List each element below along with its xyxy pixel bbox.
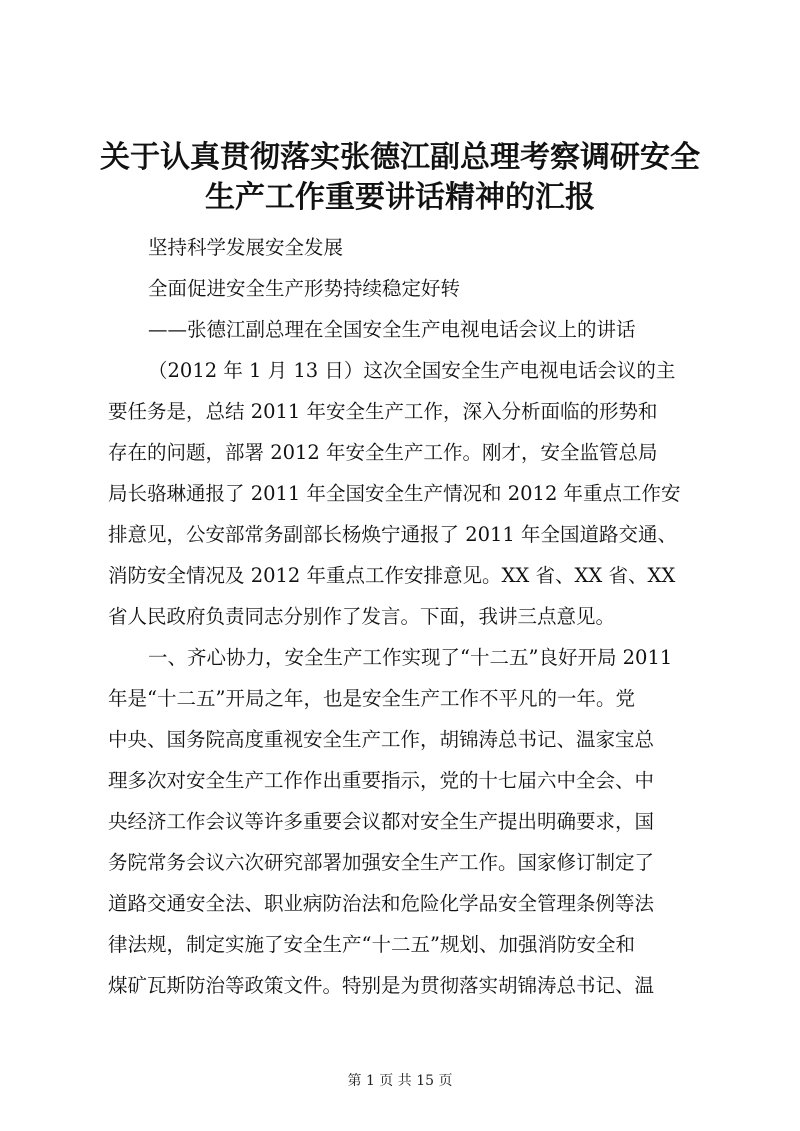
paragraph-2-line: 道路交通安全法、职业病防治法和危险化学品安全管理条例等法 [108, 892, 655, 915]
paragraph-1-line: 局长骆琳通报了 2011 年全国安全生产情况和 2012 年重点工作安 [108, 482, 681, 505]
paragraph-1-line: 消防安全情况及 2012 年重点工作安排意见。XX 省、XX 省、XX [108, 564, 676, 587]
paragraph-2-line: 央经济工作会议等许多重要会议都对安全生产提出明确要求，国 [108, 810, 655, 833]
paragraph-2-line: 煤矿瓦斯防治等政策文件。特别是为贯彻落实胡锦涛总书记、温 [108, 974, 655, 997]
title-line-1: 关于认真贯彻落实张德江副总理考察调研安全 [100, 140, 700, 175]
title-line-2: 生产工作重要讲话精神的汇报 [205, 180, 595, 215]
paragraph-2-line: 务院常务会议六次研究部署加强安全生产工作。国家修订制定了 [108, 851, 655, 874]
document-title [90, 138, 710, 218]
paragraph-1-line: （2012 年 1 月 13 日）这次全国安全生产电视电话会议的主 [148, 359, 676, 382]
subtitle-line-1: 坚持科学发展安全发展 [148, 236, 344, 259]
paragraph-1-line: 存在的问题，部署 2012 年安全生产工作。刚才，安全监管总局 [108, 441, 658, 464]
paragraph-2-line: 一、齐心协力，安全生产工作实现了“十二五”良好开局 2011 [148, 646, 673, 669]
paragraph-2-line: 年是“十二五”开局之年，也是安全生产工作不平凡的一年。党 [108, 687, 635, 710]
document-body [108, 227, 708, 1006]
paragraph-2-line: 中央、国务院高度重视安全生产工作，胡锦涛总书记、温家宝总 [108, 728, 655, 751]
paragraph-1-line: 省人民政府负责同志分别作了发言。下面，我讲三点意见。 [108, 605, 616, 628]
page-number-footer: 第 1 页 共 15 页 [347, 1073, 453, 1089]
subtitle-line-2: 全面促进安全生产形势持续稳定好转 [148, 277, 461, 300]
paragraph-2-line: 理多次对安全生产工作作出重要指示，党的十七届六中全会、中 [108, 769, 655, 792]
paragraph-1-line: 要任务是，总结 2011 年安全生产工作，深入分析面临的形势和 [108, 400, 658, 423]
paragraph-2-line: 律法规，制定实施了安全生产“十二五”规划、加强消防安全和 [108, 933, 635, 956]
subtitle-line-3: ——张德江副总理在全国安全生产电视电话会议上的讲话 [148, 318, 636, 341]
paragraph-1-line: 排意见，公安部常务副部长杨焕宁通报了 2011 年全国道路交通、 [108, 523, 678, 546]
